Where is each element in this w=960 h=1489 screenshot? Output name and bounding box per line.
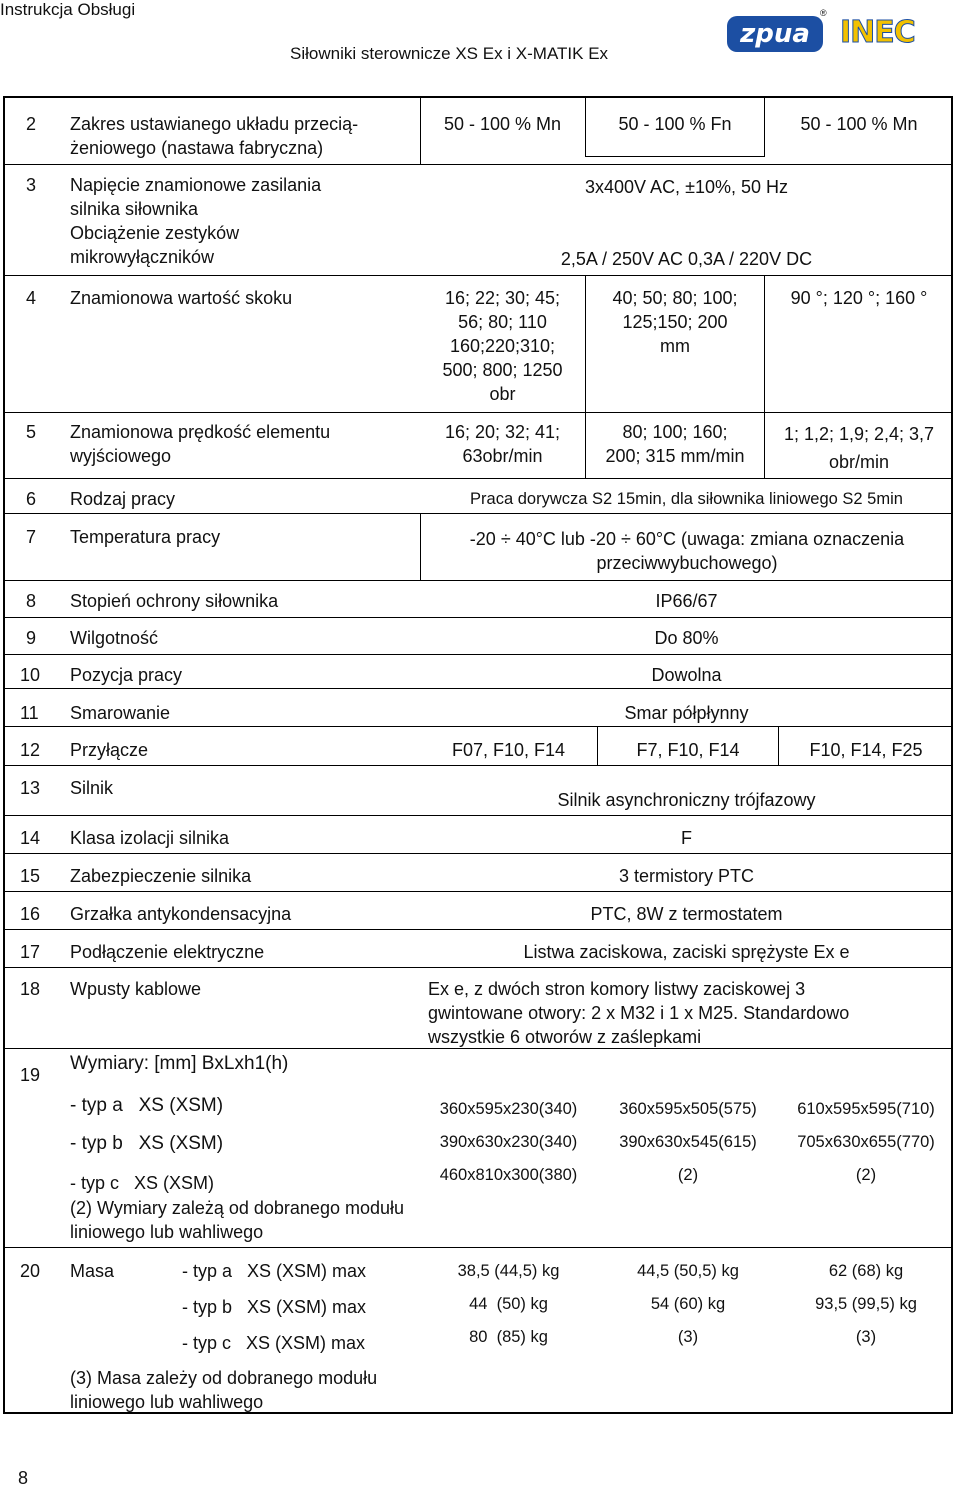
value-col-a: 44 (50) kg	[469, 1295, 548, 1313]
value-protection: IP66/67	[655, 591, 718, 611]
value-col-c: 1; 1,2; 1,9; 2,4; 3,7 obr/min	[783, 424, 935, 472]
value-motor: Silnik asynchroniczny trójfazowy	[557, 790, 816, 810]
row-divider	[3, 654, 953, 655]
row-label: Silnik	[70, 778, 114, 798]
value-col-b: 54 (60) kg	[650, 1295, 726, 1313]
row-label: Temperatura pracy	[70, 527, 221, 547]
row-divider	[3, 967, 953, 968]
row-divider	[3, 164, 953, 165]
value-col-a: 16; 22; 30; 45; 56; 80; 110 160;220;310; 500; 800; 1250 obr	[442, 288, 563, 404]
value-col-c: 62 (68) kg	[828, 1262, 904, 1280]
value-col-b: (3)	[677, 1328, 699, 1346]
cell-divider	[585, 156, 765, 157]
row-label: Smarowanie	[70, 703, 171, 723]
row-number: 16	[20, 904, 41, 924]
row-number: 7	[26, 527, 37, 547]
value-operation-mode: Praca dorywcza S2 15min, dla siłownika liniowego S2 5min	[470, 490, 903, 508]
mass-type-a: - typ a XS (XSM) max	[182, 1261, 367, 1281]
row-label: Stopień ochrony siłownika	[70, 591, 279, 611]
value-contact-load: 2,5A / 250V AC 0,3A / 220V DC	[560, 249, 813, 269]
value-humidity: Do 80%	[654, 628, 719, 648]
dimension-type-c: - typ c XS (XSM)	[70, 1173, 215, 1193]
row-label: Przyłącze	[70, 740, 149, 760]
value-col-a: 50 - 100 % Mn	[443, 114, 562, 134]
value-col-c: (2)	[855, 1166, 877, 1184]
row-label: Rodzaj pracy	[70, 489, 176, 509]
row-divider	[3, 513, 953, 514]
dimension-note: (2) Wymiary zależą od dobranego modułu liniowego lub wahliwego	[70, 1198, 405, 1242]
row-label: Zakres ustawianego układu przecią-żeniowego (nastawa fabryczna)	[70, 114, 359, 158]
page-number: 8	[18, 1468, 29, 1488]
value-temperature: -20 ÷ 40°C lub -20 ÷ 60°C (uwaga: zmiana oznaczenia przeciwwybuchowego)	[469, 529, 905, 573]
value-col-a: 16; 20; 32; 41; 63obr/min	[444, 422, 561, 466]
row-number: 15	[20, 866, 41, 886]
row-divider	[3, 688, 953, 689]
row-label: Napięcie znamionowe zasilania silnika siłownika Obciążenie zestyków mikrowyłączników	[70, 175, 322, 267]
registered-mark: ®	[820, 8, 827, 18]
row-divider	[3, 1247, 953, 1248]
value-insulation: F	[681, 828, 692, 848]
mass-type-b: - typ b XS (XSM) max	[182, 1297, 367, 1317]
mass-note: (3) Masa zależy od dobranego modułu liniowego lub wahliwego	[70, 1368, 378, 1412]
value-col-b: F7, F10, F14	[636, 740, 740, 760]
row-number: 14	[20, 828, 41, 848]
value-col-b: 80; 100; 160; 200; 315 mm/min	[605, 422, 745, 466]
row-label: Wpusty kablowe	[70, 979, 202, 999]
value-col-c: F10, F14, F25	[809, 740, 923, 760]
zpua-logo: zpua	[727, 16, 823, 52]
row-divider	[3, 580, 953, 581]
row-number: 5	[26, 422, 37, 442]
value-col-b: 44,5 (50,5) kg	[637, 1262, 739, 1280]
row-label: Zabezpieczenie silnika	[70, 866, 252, 886]
value-col-c: 90 °; 120 °; 160 °	[790, 288, 928, 308]
dimension-type-b: - typ b XS (XSM)	[70, 1133, 224, 1154]
row-number: 20	[20, 1261, 41, 1281]
row-divider	[3, 617, 953, 618]
value-col-b: 390x630x545(615)	[619, 1133, 757, 1151]
row-divider	[3, 929, 953, 930]
value-heater: PTC, 8W z termostatem	[590, 904, 783, 924]
value-col-a: 360x595x230(340)	[439, 1100, 578, 1118]
document-title: Instrukcja Obsługi	[0, 0, 136, 19]
value-lubrication: Smar półpłynny	[624, 703, 749, 723]
value-col-c: 705x630x655(770)	[797, 1133, 935, 1151]
row-number: 11	[20, 703, 39, 723]
row-number: 2	[26, 114, 37, 134]
value-cable-glands: Ex e, z dwóch stron komory listwy zaciskowej 3 gwintowane otwory: 2 x M32 i 1 x M25. Standardowo wszystkie 6 otworów z zaślepkami	[428, 979, 850, 1047]
value-col-b: 40; 50; 80; 100; 125;150; 200 mm	[612, 288, 738, 356]
row-divider	[3, 726, 953, 727]
row-label: Znamionowa prędkość elementu wyjściowego	[70, 422, 331, 466]
row-number: 12	[20, 740, 41, 760]
row-number: 3	[26, 175, 37, 195]
value-col-b: 50 - 100 % Fn	[618, 114, 732, 134]
row-number: 17	[20, 942, 41, 962]
row-number: 18	[20, 979, 41, 999]
row-divider	[3, 275, 953, 276]
row-divider	[3, 891, 953, 892]
row-number: 19	[20, 1065, 41, 1085]
row-label: Podłączenie elektryczne	[70, 942, 265, 962]
row-divider	[3, 765, 953, 766]
row-label: Klasa izolacji silnika	[70, 828, 230, 848]
value-motor-protection: 3 termistory PTC	[618, 866, 755, 886]
value-col-c: (3)	[855, 1328, 877, 1346]
value-col-c: 50 - 100 % Mn	[800, 114, 918, 134]
row-divider	[3, 853, 953, 854]
row-label: Znamionowa wartość skoku	[70, 288, 293, 308]
row-divider	[3, 412, 953, 413]
row-divider	[3, 478, 953, 479]
row-number: 4	[26, 288, 37, 308]
value-col-a: 38,5 (44,5) kg	[457, 1262, 560, 1280]
row-number: 10	[20, 665, 41, 685]
row-number: 13	[20, 778, 41, 798]
value-position: Dowolna	[651, 665, 722, 685]
value-col-a: 80 (85) kg	[469, 1328, 548, 1346]
row-number: 6	[26, 489, 37, 509]
document-subtitle: Siłowniki sterownicze XS Ex i X-MATIK Ex	[290, 44, 609, 63]
value-col-a: 460x810x300(380)	[439, 1166, 578, 1184]
value-col-b: 360x595x505(575)	[619, 1100, 757, 1118]
value-col-c: 610x595x595(710)	[797, 1100, 935, 1118]
mass-type-c: - typ c XS (XSM) max	[182, 1333, 366, 1353]
value-col-a: F07, F10, F14	[451, 740, 566, 760]
row-label: Grzałka antykondensacyjna	[70, 904, 292, 924]
value-col-c: 93,5 (99,5) kg	[815, 1295, 917, 1313]
value-col-a: 390x630x230(340)	[439, 1133, 578, 1151]
row-label: Masa	[70, 1261, 115, 1281]
value-supply-voltage: 3x400V AC, ±10%, 50 Hz	[585, 177, 788, 197]
row-number: 8	[26, 591, 37, 611]
value-col-b: (2)	[677, 1166, 699, 1184]
value-electrical-connection: Listwa zaciskowa, zaciski sprężyste Ex e	[523, 942, 850, 962]
row-label: Wymiary: [mm] BxLxh1(h)	[70, 1053, 289, 1074]
dimension-type-a: - typ a XS (XSM)	[70, 1095, 224, 1116]
row-label: Pozycja pracy	[70, 665, 183, 685]
inec-logo: INEC	[840, 15, 915, 50]
row-label: Wilgotność	[70, 628, 159, 648]
row-divider	[3, 815, 953, 816]
row-number: 9	[26, 628, 37, 648]
